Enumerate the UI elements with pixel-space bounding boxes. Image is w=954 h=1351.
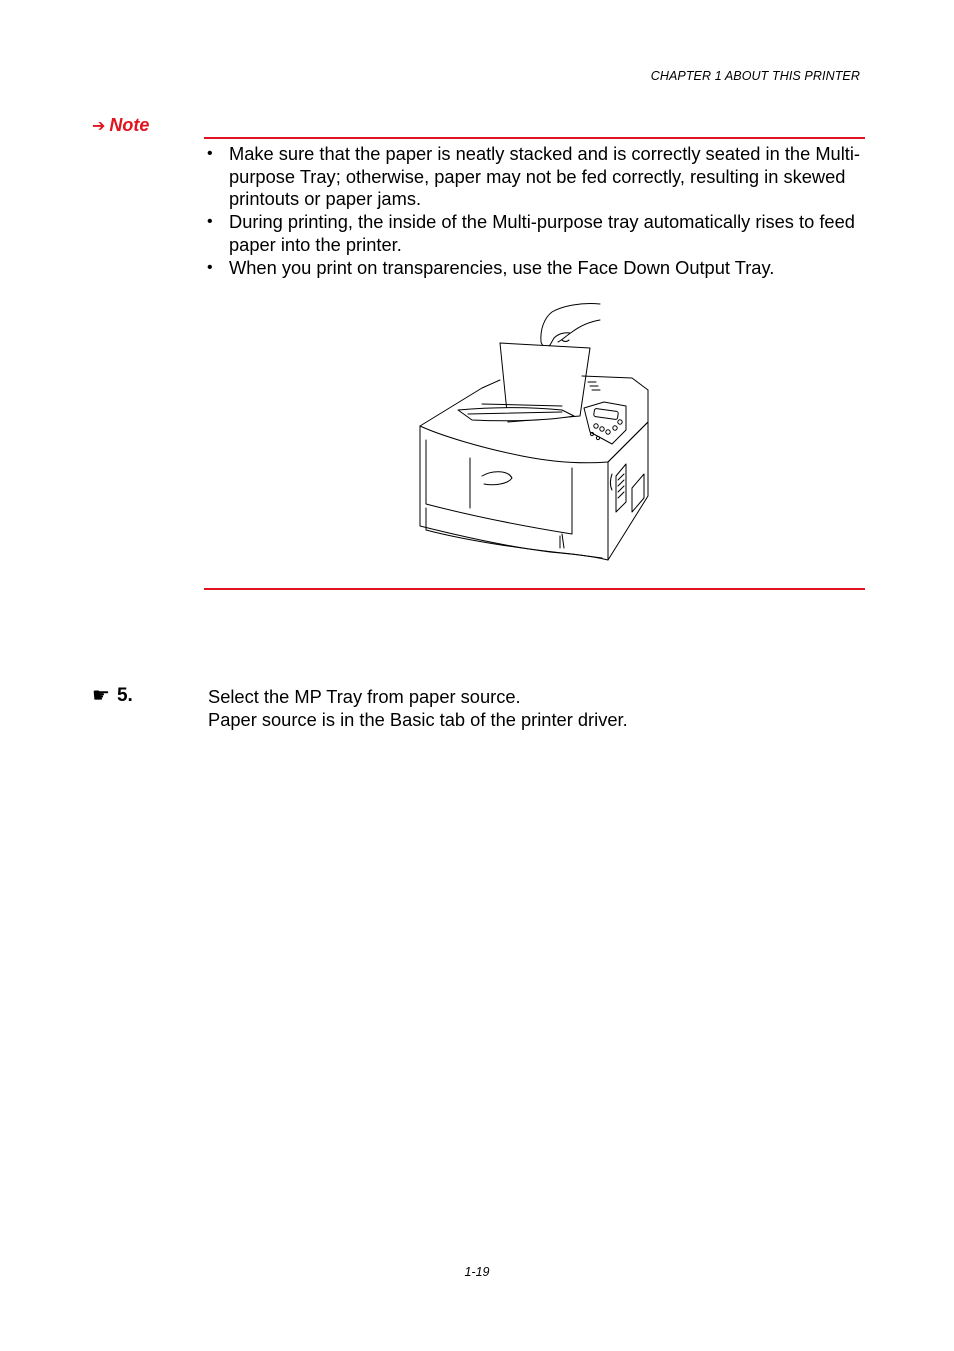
step-marker	[92, 683, 133, 708]
note-bullet: • Make sure that the paper is neatly stacked and is correctly seated in the Multi-purpose Tray; otherwise, paper may not be fed correctly, resulting in skewed printouts or paper jams.	[204, 143, 864, 211]
note-bullet: • During printing, the inside of the Multi-purpose tray automatically rises to feed paper into the printer.	[204, 211, 864, 256]
note-bullet: • When you print on transparencies, use the Face Down Output Tray.	[204, 257, 864, 280]
page-number: 1-19	[464, 1265, 490, 1279]
step-number: 5.	[116, 684, 133, 706]
pencil-arrow-icon: ➔	[92, 117, 106, 135]
note-label: Note	[109, 115, 150, 135]
printer-illustration	[412, 298, 657, 568]
note-bottom-rule	[204, 588, 865, 590]
step-line: Paper source is in the Basic tab of the printer driver.	[208, 709, 628, 730]
chapter-header: CHAPTER 1 ABOUT THIS PRINTER	[650, 69, 860, 83]
note-top-rule	[204, 137, 865, 139]
note-bullet-list	[204, 143, 864, 280]
step-line: Select the MP Tray from paper source.	[208, 686, 521, 707]
note-heading	[92, 115, 149, 136]
pointing-hand-icon: ☛	[92, 685, 110, 707]
step-instructions	[208, 685, 628, 731]
